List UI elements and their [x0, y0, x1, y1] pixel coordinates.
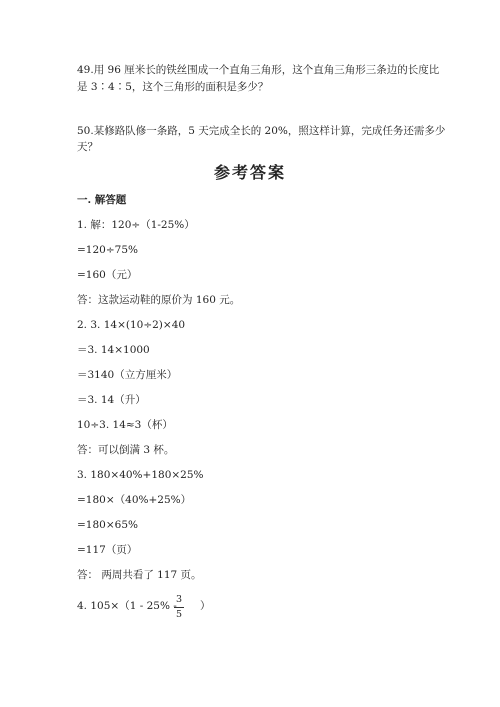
- question-49-line-2: 是 3∶4∶5，这个三角形的面积是多少？: [77, 81, 269, 93]
- fraction-numerator: 3: [175, 594, 183, 605]
- section-heading: 一. 解答题: [77, 194, 127, 206]
- answer-line: =180×65%: [77, 519, 138, 531]
- fraction-bar: [174, 607, 184, 608]
- answers-title: 参考答案: [213, 163, 286, 182]
- answer-line: 10÷3. 14≈3（杯）: [77, 419, 173, 431]
- question-49-line-1: 49.用 96 厘米长的铁丝围成一个直角三角形，这个直角三角形三条边的长度比: [77, 64, 440, 76]
- answer-line: ＝3. 14（升）: [77, 394, 146, 406]
- fraction: [174, 594, 184, 621]
- answer-line: ＝3. 14×1000: [77, 344, 150, 356]
- answer-line: =120÷75%: [77, 244, 138, 256]
- answer-line: ＝3140（立方厘米）: [77, 369, 178, 381]
- answer-line: 答：这款运动鞋的原价为 160 元。: [77, 294, 241, 306]
- question-50-line-1: 50.某修路队修一条路，5 天完成全长的 20%，照这样计算，完成任务还需多少: [77, 125, 446, 137]
- answer-line: 1. 解：120÷（1-25%）: [77, 219, 195, 231]
- answer-line: 3. 180×40%+180×25%: [77, 469, 204, 481]
- answer-line: =180×（40%+25%）: [77, 494, 192, 506]
- question-50-line-2: 天？: [77, 141, 98, 153]
- fraction-denominator: 5: [175, 609, 183, 620]
- answer-line: 2. 3. 14×(10÷2)×40: [77, 319, 186, 331]
- answer-line: 答： 两周共看了 117 页。: [77, 569, 202, 581]
- answer-line: 答：可以倒满 3 杯。: [77, 444, 175, 456]
- answer-line-4-suffix: ）: [200, 600, 211, 612]
- answer-line-4-prefix: 4. 105×（1 - 25% -: [77, 600, 177, 612]
- answer-line: =117（页）: [77, 544, 138, 556]
- answer-line: =160（元）: [77, 269, 138, 281]
